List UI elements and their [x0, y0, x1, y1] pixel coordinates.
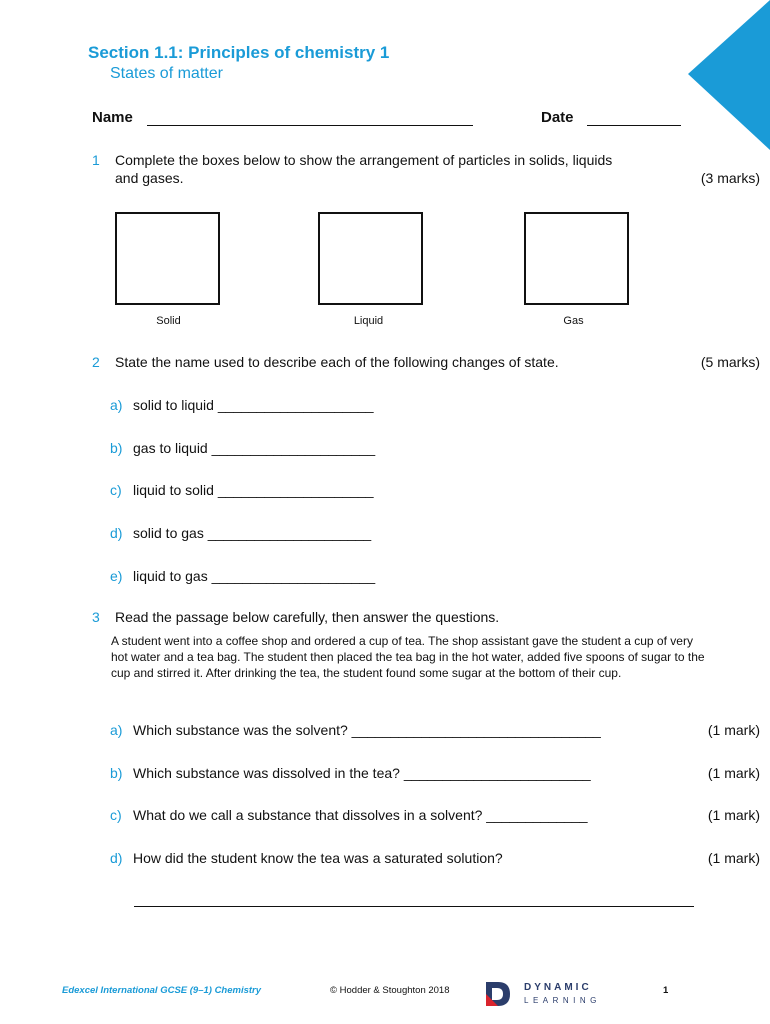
gas-box-label: Gas [563, 315, 584, 327]
dynamic-learning-logo-icon [484, 980, 514, 1008]
q2-item-letter: a) [110, 397, 123, 413]
question-3-text: Read the passage below carefully, then answer the questions. [115, 609, 500, 625]
date-field-line[interactable] [587, 125, 681, 126]
logo-text-dynamic: DYNAMIC [524, 982, 592, 993]
q2-item-gas-to-liquid[interactable]: gas to liquid _____________________ [133, 440, 376, 456]
q2-item-liquid-to-solid[interactable]: liquid to solid ____________________ [133, 482, 374, 498]
q2-item-liquid-to-gas[interactable]: liquid to gas _____________________ [133, 568, 376, 584]
q2-item-solid-to-liquid[interactable]: solid to liquid ____________________ [133, 397, 374, 413]
q3-item-saturated: How did the student know the tea was a saturated solution? [133, 850, 503, 866]
page-number: 1 [663, 985, 669, 996]
question-2-marks: (5 marks) [700, 354, 760, 370]
q2-item-letter: d) [110, 525, 123, 541]
gas-answer-box[interactable] [524, 212, 629, 305]
question-2-number: 2 [92, 354, 100, 370]
question-1-text-line1: Complete the boxes below to show the arrangement of particles in solids, liquids [115, 152, 613, 168]
q2-item-letter: b) [110, 440, 123, 456]
question-2-text: State the name used to describe each of the following changes of state. [115, 354, 559, 370]
footer-course-title: Edexcel International GCSE (9–1) Chemistry [62, 985, 262, 996]
q2-item-letter: e) [110, 568, 123, 584]
name-field-line[interactable] [147, 125, 473, 126]
q3-item-solute[interactable]: What do we call a substance that dissolves in a solvent? _____________ [133, 807, 588, 823]
q3-item-letter: a) [110, 722, 123, 738]
question-1-marks: (3 marks) [700, 170, 760, 186]
question-1-number: 1 [92, 152, 100, 168]
q3-item-solvent[interactable]: Which substance was the solvent? ________________________________ [133, 722, 601, 738]
answer-line-saturated[interactable] [134, 906, 694, 907]
q2-item-letter: c) [110, 482, 122, 498]
q3-item-marks: (1 mark) [707, 722, 760, 738]
liquid-box-label: Liquid [353, 315, 384, 327]
q3-item-letter: d) [110, 850, 123, 866]
question-3-number: 3 [92, 609, 100, 625]
solid-box-label: Solid [156, 315, 181, 327]
q2-item-solid-to-gas[interactable]: solid to gas _____________________ [133, 525, 372, 541]
q3-item-marks: (1 mark) [707, 850, 760, 866]
reading-passage: A student went into a coffee shop and ordered a cup of tea. The shop assistant gave the student a cup of very hot water and a tea bag. The student then placed the tea bag in the hot water, added five spoons of sugar to the cup and stirred it. After drinking the tea, the student found some sugar at the bottom of their cup. [111, 634, 705, 680]
footer-copyright: © Hodder & Stoughton 2018 [330, 985, 450, 996]
liquid-answer-box[interactable] [318, 212, 423, 305]
date-label: Date [541, 109, 574, 126]
q3-item-letter: c) [110, 807, 122, 823]
logo-text-learning: LEARNING [524, 996, 601, 1005]
corner-decoration [688, 0, 770, 150]
question-1-text-line2: and gases. [115, 170, 184, 186]
solid-answer-box[interactable] [115, 212, 220, 305]
q3-item-letter: b) [110, 765, 123, 781]
q3-item-marks: (1 mark) [707, 765, 760, 781]
section-subtitle: States of matter [110, 65, 223, 82]
q3-item-marks: (1 mark) [707, 807, 760, 823]
dynamic-learning-logo [484, 978, 604, 1012]
name-label: Name [92, 109, 133, 126]
section-title: Section 1.1: Principles of chemistry 1 [88, 43, 390, 62]
q3-item-dissolved[interactable]: Which substance was dissolved in the tea? ________________________ [133, 765, 591, 781]
